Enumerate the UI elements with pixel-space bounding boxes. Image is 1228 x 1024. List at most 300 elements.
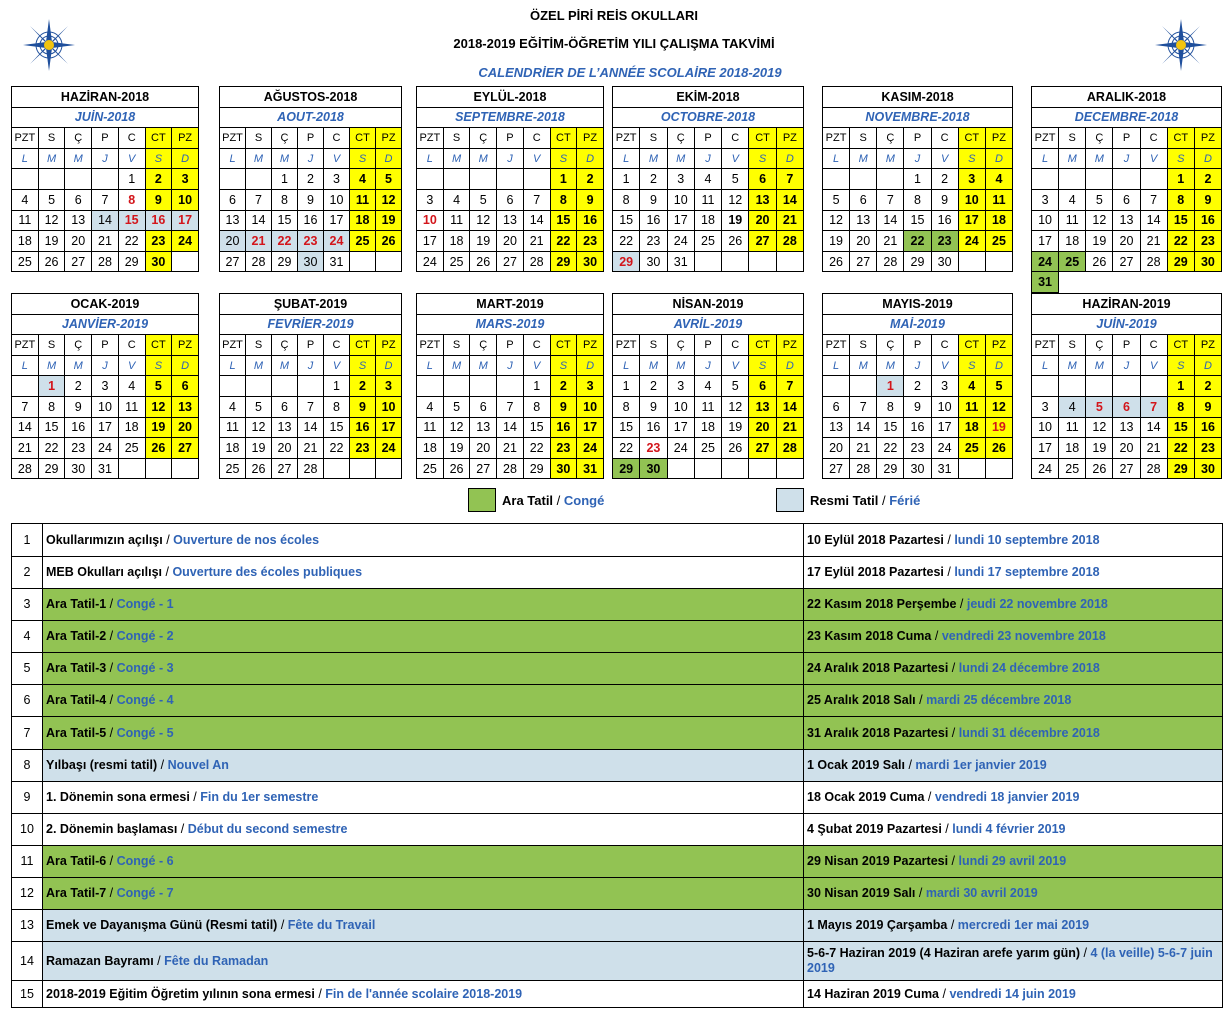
calendar-day: 18 [118,417,145,438]
calendar-day: 28 [776,231,803,252]
calendar-day: 8 [1167,396,1194,417]
calendar-day: 26 [1086,251,1113,272]
calendar-day: 6 [497,189,524,210]
calendar-day: 25 [985,231,1012,252]
calendar-day: 13 [220,210,246,231]
event-number: 15 [12,981,43,1008]
calendar-day: 5 [470,189,497,210]
calendar-day: 13 [749,189,776,210]
calendar-day [877,169,904,190]
calendar-day: 4 [350,169,376,190]
calendar-day: 29 [1167,251,1194,272]
calendar-day: 21 [92,231,119,252]
compass-logo-icon [22,18,76,72]
day-header-tr: PZ [985,335,1012,356]
calendar-day: 12 [246,417,272,438]
day-header-fr: D [776,355,803,376]
calendar-day: 5 [376,169,402,190]
event-row [12,814,1223,846]
day-header-tr: S [850,335,877,356]
calendar-day: 16 [145,210,172,231]
month-title-fr: AVRİL-2019 [613,314,804,335]
event-date: 17 Eylül 2018 Pazartesi / lundi 17 septembre 2018 [804,557,1223,589]
month-calendar [822,86,1013,272]
calendar-day [1032,376,1059,397]
day-header-fr: S [550,148,577,169]
calendar-day: 4 [985,169,1012,190]
calendar-day: 22 [38,438,65,459]
calendar-day: 23 [350,438,376,459]
month-calendar [219,293,402,479]
day-header-fr: S [350,148,376,169]
calendar-day [118,458,145,479]
day-header-fr: M [640,355,667,376]
day-header-tr: PZT [613,128,640,149]
calendar-day: 10 [324,189,350,210]
calendar-day: 13 [749,396,776,417]
calendar-day: 6 [749,376,776,397]
legend-holiday-tr: Ara Tatil [502,492,554,508]
calendar-day: 22 [904,231,931,252]
calendar-day: 9 [298,189,324,210]
calendar-day: 15 [613,417,640,438]
calendar-day [497,376,524,397]
calendar-day: 2 [298,169,324,190]
calendar-day: 8 [523,396,550,417]
calendar-day: 2 [1194,376,1221,397]
calendar-day: 2 [640,376,667,397]
calendar-day [823,169,850,190]
day-header-tr: Ç [272,335,298,356]
calendar-day [220,376,246,397]
month-title-fr: MAİ-2019 [823,314,1013,335]
compass-logo-icon [1154,18,1208,72]
day-header-fr: S [1167,148,1194,169]
calendar-day: 23 [931,231,958,252]
calendar-day [92,169,119,190]
calendar-day: 29 [613,458,640,479]
calendar-day: 22 [877,438,904,459]
calendar-day: 31 [577,458,604,479]
calendar-day: 11 [417,417,444,438]
calendar-day: 7 [246,189,272,210]
calendar-day: 11 [443,210,470,231]
calendar-day: 30 [904,458,931,479]
event-description: Yılbaşı (resmi tatil) / Nouvel An [43,750,804,782]
event-date-fr: lundi 10 septembre 2018 [954,532,1100,547]
day-header-fr: D [376,148,402,169]
day-header-fr: M [470,355,497,376]
day-header-fr: D [172,148,199,169]
page-subtitle-fr: CALENDRİER DE L’ANNÉE SCOLAİRE 2018-2019 [478,65,782,80]
calendar-day: 7 [298,396,324,417]
day-header-fr: V [931,148,958,169]
calendar-day: 19 [823,231,850,252]
event-date: 30 Nisan 2019 Salı / mardi 30 avril 2019 [804,878,1223,910]
calendar-day: 27 [470,458,497,479]
day-header-fr: S [145,148,172,169]
calendar-day: 7 [850,396,877,417]
calendar-day: 30 [298,251,324,272]
calendar-day [823,376,850,397]
calendar-day: 6 [749,169,776,190]
day-header-fr: M [850,355,877,376]
calendar-day: 10 [417,210,444,231]
calendar-day: 4 [1059,396,1086,417]
calendar-day [470,169,497,190]
calendar-day: 14 [776,189,803,210]
calendar-day: 26 [823,251,850,272]
calendar-day: 11 [12,210,39,231]
event-date-fr: vendredi 14 juin 2019 [949,986,1076,1001]
day-header-fr: M [1059,355,1086,376]
event-date-fr: lundi 24 décembre 2018 [958,661,1100,675]
calendar-day [850,376,877,397]
event-title-fr: Fête du Travail [287,918,376,932]
event-date-tr: 4 Şubat 2019 Pazartesi [807,822,942,836]
calendar-day [272,376,298,397]
calendar-day: 29 [38,458,65,479]
calendar-day: 21 [298,438,324,459]
day-header-tr: PZT [1032,335,1059,356]
day-header-fr: S [958,355,985,376]
day-header-tr: P [92,128,119,149]
event-title-fr: Congé - 7 [116,886,174,900]
calendar-day: 28 [776,438,803,459]
calendar-day [1140,272,1167,293]
calendar-day: 24 [324,231,350,252]
day-header-tr: P [497,128,524,149]
calendar-day [470,376,497,397]
day-header-fr: V [1140,148,1167,169]
calendar-day: 28 [12,458,39,479]
day-header-tr: C [523,128,550,149]
month-calendar [612,293,804,479]
calendar-day: 14 [523,210,550,231]
calendar-day: 1 [613,169,640,190]
calendar-day: 23 [904,438,931,459]
month-title-tr: EKİM-2018 [613,87,804,108]
calendar-day: 13 [850,210,877,231]
calendar-day: 3 [667,169,694,190]
calendar-day: 22 [272,231,298,252]
calendar-day: 20 [749,210,776,231]
calendar-day: 19 [246,438,272,459]
calendar-day: 29 [877,458,904,479]
event-description: Ramazan Bayramı / Fête du Ramadan [43,942,804,981]
calendar-day: 30 [577,251,604,272]
legend-swatch-official [776,488,804,512]
calendar-day: 14 [877,210,904,231]
calendar-day: 29 [272,251,298,272]
day-header-fr: V [324,148,350,169]
calendar-day [376,251,402,272]
calendar-day [985,458,1012,479]
event-description: Ara Tatil-5 / Congé - 5 [43,717,804,750]
calendar-day: 5 [1086,189,1113,210]
event-date-fr: mercredi 1er mai 2019 [957,918,1090,932]
calendar-day: 23 [1194,231,1221,252]
event-row [12,846,1223,878]
event-date-tr: 22 Kasım 2018 Perşembe [807,597,957,611]
event-number: 5 [12,653,43,685]
calendar-day: 4 [12,189,39,210]
event-description: Ara Tatil-2 / Congé - 2 [43,621,804,653]
month-title-tr: EYLÜL-2018 [417,87,604,108]
calendar-day: 16 [550,417,577,438]
event-title-fr: Début du second semestre [187,822,348,836]
day-header-tr: PZT [417,128,444,149]
calendar-day [1113,272,1140,293]
calendar-day: 2 [350,376,376,397]
calendar-day: 11 [1059,417,1086,438]
event-number: 1 [12,524,43,557]
month-title-fr: SEPTEMBRE-2018 [417,107,604,128]
calendar-day: 16 [904,417,931,438]
calendar-day: 6 [850,189,877,210]
event-description: Ara Tatil-1 / Congé - 1 [43,589,804,621]
day-header-tr: S [443,335,470,356]
calendar-day: 3 [667,376,694,397]
calendar-day: 10 [1032,417,1059,438]
calendar-day: 8 [550,189,577,210]
event-date-tr: 29 Nisan 2019 Pazartesi [807,854,949,868]
calendar-day: 29 [1167,458,1194,479]
calendar-day: 3 [577,376,604,397]
calendar-day: 20 [470,438,497,459]
event-number: 9 [12,782,43,814]
event-title-fr: Congé - 6 [116,854,174,868]
day-header-tr: PZT [220,335,246,356]
calendar-day: 25 [958,438,985,459]
calendar-day [1032,169,1059,190]
calendar-day: 16 [640,210,667,231]
calendar-day: 2 [550,376,577,397]
calendar-day: 16 [1194,210,1221,231]
day-header-tr: S [640,128,667,149]
calendar-day [298,376,324,397]
day-header-tr: S [246,128,272,149]
calendar-day: 22 [550,231,577,252]
day-header-fr: J [904,148,931,169]
calendar-day: 26 [722,438,749,459]
event-number: 2 [12,557,43,589]
event-row [12,878,1223,910]
day-header-fr: L [417,355,444,376]
calendar-day: 11 [958,396,985,417]
event-title-tr: Ara Tatil-6 [46,854,110,868]
calendar-day: 7 [497,396,524,417]
calendar-day: 1 [38,376,65,397]
day-header-fr: D [577,355,604,376]
event-date-tr: 18 Ocak 2019 Cuma [807,790,925,804]
event-title-fr: Congé - 1 [116,597,174,611]
calendar-day: 9 [1194,396,1221,417]
calendar-day: 28 [92,251,119,272]
day-header-fr: L [613,355,640,376]
calendar-day: 30 [640,458,667,479]
calendar-day: 29 [118,251,145,272]
calendar-day: 25 [694,438,721,459]
event-date: 18 Ocak 2019 Cuma / vendredi 18 janvier 2019 [804,782,1223,814]
calendar-day: 10 [1032,210,1059,231]
calendar-day: 5 [722,376,749,397]
calendar-day: 17 [376,417,402,438]
month-title-fr: OCTOBRE-2018 [613,107,804,128]
calendar-day: 22 [523,438,550,459]
calendar-day: 24 [577,438,604,459]
calendar-day: 22 [613,231,640,252]
event-description: Ara Tatil-4 / Congé - 4 [43,685,804,717]
calendar-day: 12 [985,396,1012,417]
calendar-day: 4 [694,376,721,397]
event-title-tr: Ara Tatil-2 [46,629,110,643]
month-title-fr: JANVİER-2019 [12,314,199,335]
event-date: 14 Haziran 2019 Cuma / vendredi 14 juin 2019 [804,981,1223,1008]
calendar-day: 4 [694,169,721,190]
calendar-day: 12 [376,189,402,210]
event-date-fr: 4 (la veille) 5-6-7 juin 2019 [807,946,1213,975]
day-header-fr: M [443,355,470,376]
day-header-fr: V [523,355,550,376]
calendar-day: 9 [65,396,92,417]
calendar-day: 25 [1059,458,1086,479]
legend-official-fr: Férié [889,492,921,508]
calendar-day: 21 [877,231,904,252]
calendar-day: 28 [1140,458,1167,479]
event-title-fr: Fin de l'année scolaire 2018-2019 [325,986,523,1001]
calendar-day [246,376,272,397]
calendar-day: 18 [694,210,721,231]
month-title-fr: AOUT-2018 [220,107,402,128]
calendar-day: 23 [577,231,604,252]
calendar-day: 6 [172,376,199,397]
day-header-fr: J [92,148,119,169]
calendar-day: 12 [145,396,172,417]
event-date-tr: 31 Aralık 2018 Pazartesi [807,725,949,740]
day-header-tr: CT [1167,335,1194,356]
calendar-day: 9 [931,189,958,210]
event-date-fr: lundi 4 février 2019 [952,822,1066,836]
calendar-day: 26 [985,438,1012,459]
calendar-day: 5 [145,376,172,397]
day-header-fr: M [640,148,667,169]
calendar-day: 19 [443,438,470,459]
calendar-day [958,458,985,479]
calendar-day: 5 [823,189,850,210]
event-description: Ara Tatil-7 / Congé - 7 [43,878,804,910]
day-header-tr: S [246,335,272,356]
day-header-tr: CT [958,128,985,149]
calendar-day: 26 [145,438,172,459]
calendar-day: 15 [38,417,65,438]
month-title-fr: JUİN-2019 [1032,314,1222,335]
day-header-tr: S [1059,128,1086,149]
calendar-day: 5 [38,189,65,210]
calendar-day [1059,272,1086,293]
day-header-tr: PZT [613,335,640,356]
calendar-day: 27 [497,251,524,272]
calendar-day: 3 [417,189,444,210]
event-title-tr: MEB Okulları açılışı [46,565,163,579]
day-header-tr: PZ [776,128,803,149]
event-number: 13 [12,910,43,942]
day-header-tr: PZ [1194,128,1221,149]
day-header-fr: M [443,148,470,169]
calendar-day: 24 [1032,458,1059,479]
calendar-day: 16 [640,417,667,438]
legend-holiday: Ara Tatil / Congé [468,488,604,512]
month-calendar [416,293,604,479]
calendar-day: 7 [776,376,803,397]
calendar-day [12,169,39,190]
calendar-day: 7 [12,396,39,417]
calendar-day: 12 [38,210,65,231]
calendar-day: 17 [92,417,119,438]
day-header-tr: PZT [823,335,850,356]
calendar-day: 24 [667,438,694,459]
day-header-fr: V [931,355,958,376]
calendar-day: 9 [350,396,376,417]
calendar-day [145,458,172,479]
calendar-day: 13 [823,417,850,438]
calendar-day: 23 [65,438,92,459]
calendar-day: 24 [92,438,119,459]
calendar-day: 27 [1113,458,1140,479]
event-date: 1 Ocak 2019 Salı / mardi 1er janvier 2019 [804,750,1223,782]
day-header-fr: M [246,148,272,169]
day-header-tr: P [1113,128,1140,149]
event-date-tr: 17 Eylül 2018 Pazartesi [807,565,944,579]
event-date-fr: vendredi 23 novembre 2018 [941,629,1106,643]
day-header-fr: L [823,148,850,169]
calendar-day [417,376,444,397]
day-header-fr: M [850,148,877,169]
calendar-day: 5 [443,396,470,417]
day-header-fr: L [1032,148,1059,169]
day-header-fr: M [1086,355,1113,376]
calendar-day: 10 [92,396,119,417]
event-description: 2018-2019 Eğitim Öğretim yılının sona ermesi / Fin de l'année scolaire 2018-2019 [43,981,804,1008]
calendar-day [667,458,694,479]
calendar-day: 10 [667,396,694,417]
day-header-tr: Ç [470,128,497,149]
calendar-day: 13 [497,210,524,231]
calendar-day: 7 [1140,396,1167,417]
day-header-tr: PZT [1032,128,1059,149]
calendar-day: 8 [272,189,298,210]
event-title-fr: Fin du 1er semestre [200,790,319,804]
day-header-tr: P [694,128,721,149]
calendar-day: 18 [1059,438,1086,459]
day-header-tr: C [118,335,145,356]
calendar-day: 19 [1086,438,1113,459]
event-row [12,981,1223,1008]
calendar-day: 12 [722,189,749,210]
calendar-day: 2 [145,169,172,190]
calendar-day: 24 [376,438,402,459]
calendar-day: 19 [722,210,749,231]
event-title-fr: Ouverture des écoles publiques [172,565,363,579]
calendar-day: 17 [417,231,444,252]
event-title-fr: Congé - 4 [116,693,174,707]
calendar-day: 1 [272,169,298,190]
event-title-tr: Ramazan Bayramı [46,953,154,968]
calendar-day [1059,376,1086,397]
calendar-day [324,458,350,479]
calendar-day: 31 [92,458,119,479]
day-header-fr: S [550,355,577,376]
